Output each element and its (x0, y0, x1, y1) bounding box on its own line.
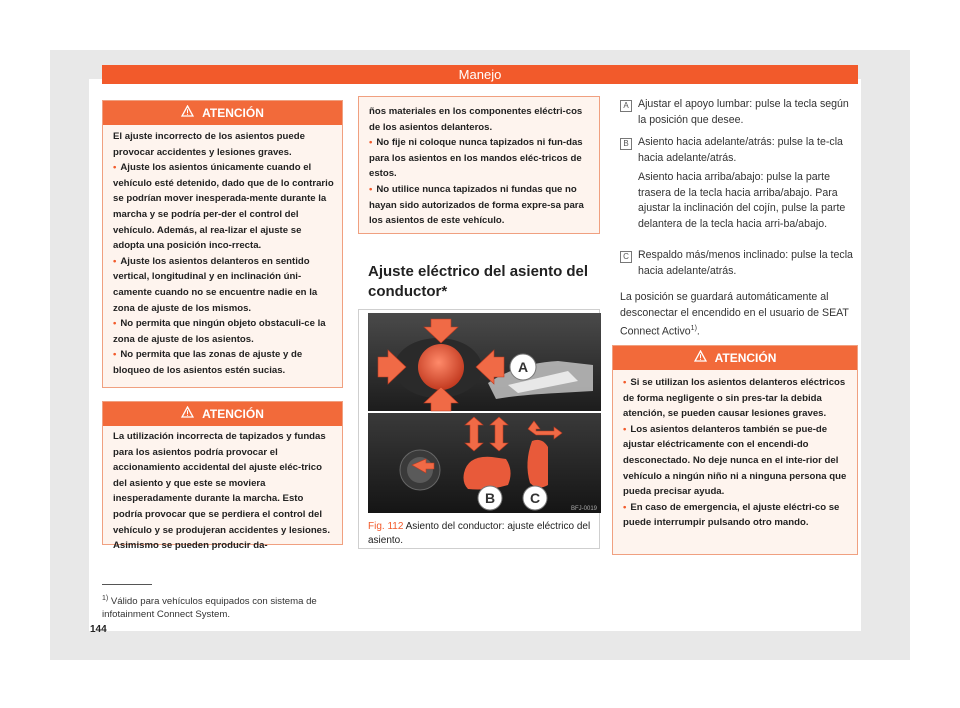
warning-box-continuation (358, 96, 600, 234)
step-badge-a: A (620, 100, 632, 112)
warning-bullet: • Los asientos delanteros también se pue-de ajustar eléctricamente con el encendi-do desconectado. No deje nunca en el inte-rior del vehículo a ningún niño ni a ninguna persona que pueda precisar ayuda. (623, 422, 849, 500)
warning-body (369, 104, 591, 229)
warning-body (113, 429, 334, 554)
footnote (102, 592, 342, 621)
memory-note-text: La posición se guardará automáticamente al desconectar el encendido en el usuario de SEAT Connect Activo (620, 291, 849, 338)
page-number: 144 (90, 624, 107, 635)
figure-code: BFJ-0019 (570, 506, 597, 512)
warning-header (103, 101, 342, 125)
warning-intro: El ajuste incorrecto de los asientos puede provocar accidentes y lesiones graves. (113, 131, 305, 158)
warning-bullet: • Ajuste los asientos únicamente cuando el vehículo esté detenido, dado que de lo contrario se podrían mover inesperada-mente durante la marcha y se podría per-der el control del vehículo. Además, al rea-lizar el ajuste se adopta una posición inco-rrecta. (113, 160, 334, 254)
warning-triangle-icon (694, 346, 707, 370)
figure-label-c: C (529, 490, 541, 506)
warning-bullet: • No fije ni coloque nunca tapizados ni fun-das para los asientos en los mandos eléc-tricos de estos. (369, 135, 591, 182)
section-header: Manejo (102, 65, 858, 84)
figure-label-a: A (517, 359, 529, 375)
warning-bullet: • No permita que ningún objeto obstaculi-ce la zona de ajuste de los asientos. (113, 316, 334, 347)
step-badge-b: B (620, 138, 632, 150)
memory-note (620, 290, 860, 340)
figure-caption-label: Fig. 112 (368, 521, 404, 532)
warning-body (623, 375, 849, 531)
warning-bullet: • Si se utilizan los asientos delanteros eléctricos de forma negligente o sin pres-tar la debida atención, se pueden causar lesiones graves. (623, 375, 849, 422)
warning-header (103, 402, 342, 426)
footnote-text: Válido para vehículos equipados con sistema de infotainment Connect System. (102, 596, 317, 621)
warning-triangle-icon (181, 101, 194, 125)
warning-title: ATENCIÓN (202, 106, 264, 120)
seat-controls-illustration (368, 313, 601, 513)
figure-caption (368, 520, 596, 547)
step-c-text: Respaldo más/menos inclinado: pulse la tecla hacia adelante/atrás. (638, 249, 853, 277)
warning-box-seat-adjust (102, 100, 343, 388)
warning-title: ATENCIÓN (714, 351, 777, 365)
warning-text: ños materiales en los componentes eléctri-cos de los asientos delanteros. (369, 106, 583, 133)
step-a-text: Ajustar el apoyo lumbar: pulse la tecla según la posición que desee. (638, 98, 849, 126)
warning-box-electric-seats (612, 345, 858, 555)
section-heading: Ajuste eléctrico del asiento del conductor* (368, 263, 589, 300)
step-badge-c: C (620, 251, 632, 263)
warning-header (613, 346, 857, 370)
footnote-ref: 1) (690, 325, 697, 332)
step-b-extra: Asiento hacia arriba/abajo: pulse la parte trasera de la tecla hacia arriba/abajo. Para ajustar la inclinación del cojín, pulse la parte delantera de la tecla hacia arri-ba/abajo. (638, 171, 846, 230)
warning-triangle-icon (181, 402, 194, 426)
warning-bullet: • No utilice nunca tapizados ni fundas que no hayan sido autorizados de forma expre-sa para los asientos de este vehículo. (369, 182, 591, 229)
warning-bullet: • En caso de emergencia, el ajuste eléctri-co se puede interrumpir pulsando otro mando. (623, 500, 849, 531)
figure-label-b: B (484, 490, 496, 506)
warning-bullet: • Ajuste los asientos delanteros en sentido vertical, longitudinal y en inclinación úni-camente cuando no se encuentre nadie en la zona de ajuste de los mismos. (113, 254, 334, 316)
step-b-text: Asiento hacia adelante/atrás: pulse la te-cla hacia adelante/atrás. (638, 136, 843, 164)
warning-bullet: • No permita que las zonas de ajuste y de bloqueo de los asientos estén sucias. (113, 347, 334, 378)
warning-text: La utilización incorrecta de tapizados y fundas para los asientos podría provocar el accionamiento accidental del ajuste eléc-trico del asiento y que este se moviera inesperadamente durante la marcha. Esto podría provocar que se perdiera el control del vehículo y se produjeran accidentes y lesiones. Asimismo se pueden producir da- (113, 431, 331, 552)
warning-title: ATENCIÓN (202, 407, 264, 421)
footnote-divider (102, 584, 152, 585)
figure-caption-text: Asiento del conductor: ajuste eléctrico del asiento. (368, 521, 591, 546)
memory-note-end: . (696, 325, 700, 338)
warning-body (113, 129, 334, 379)
footnote-marker: 1) (102, 595, 109, 602)
warning-box-seat-covers (102, 401, 343, 552)
